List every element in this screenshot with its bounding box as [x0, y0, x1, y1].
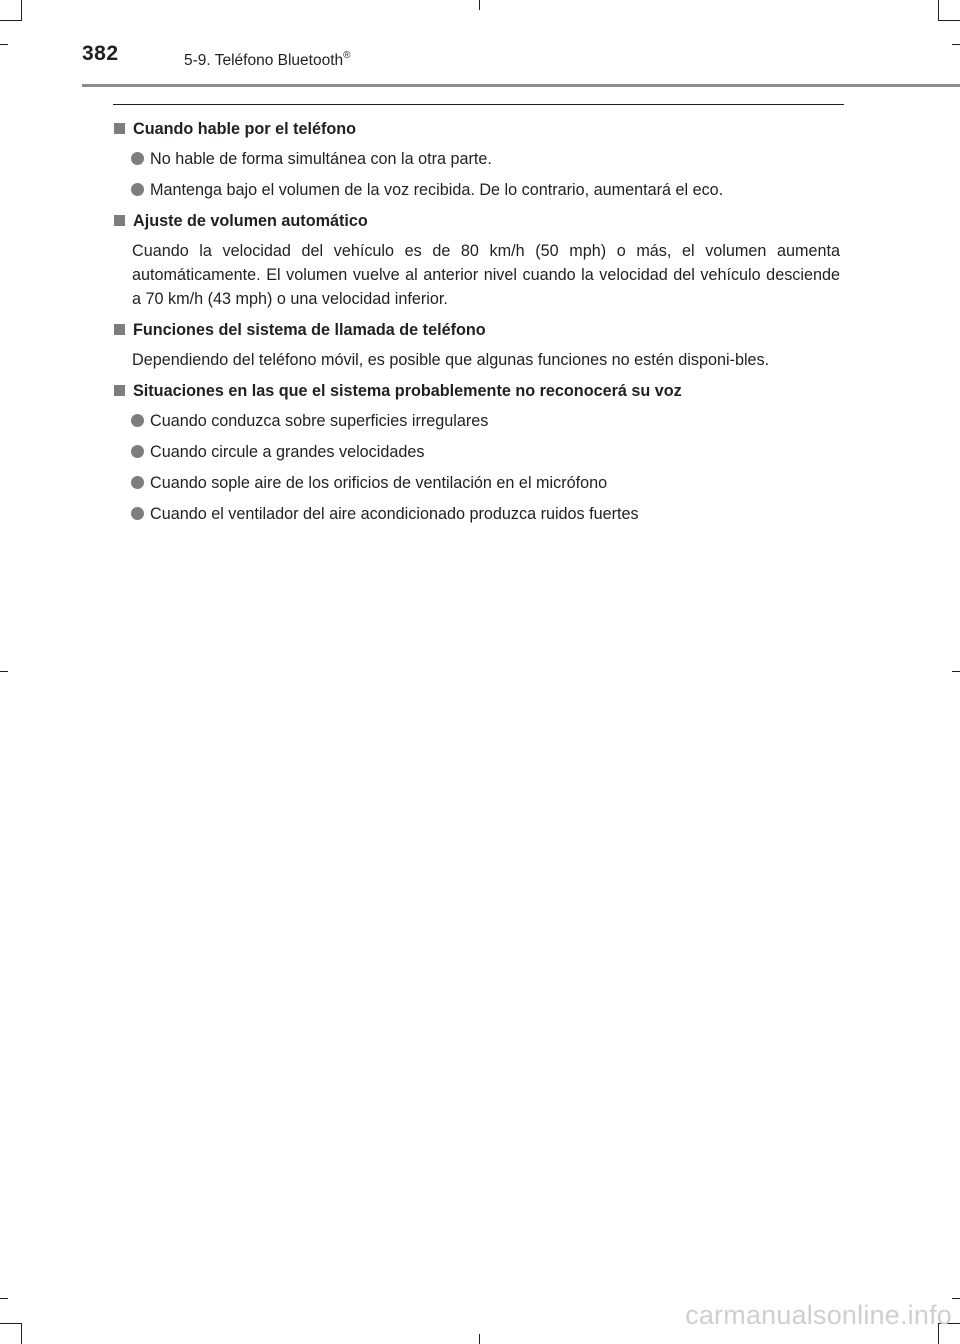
crop-mark — [938, 20, 960, 21]
section-title-text: 5-9. Teléfono Bluetooth — [184, 52, 344, 70]
list-item-text: Mantenga bajo el volumen de la voz recibida. De lo contrario, aumentará el eco. — [150, 181, 724, 199]
list-item-text: No hable de forma simultánea con la otra parte. — [150, 150, 492, 168]
circle-bullet-icon — [131, 183, 144, 196]
list-item — [131, 178, 840, 202]
page-number: 382 — [82, 42, 119, 65]
list-item — [131, 440, 840, 464]
list-item-text: Cuando el ventilador del aire acondicionado produzca ruidos fuertes — [150, 505, 639, 523]
section-heading — [113, 379, 840, 403]
section-heading — [113, 209, 840, 233]
heading-text: Ajuste de volumen automático — [133, 212, 368, 230]
list-item — [131, 147, 840, 171]
crop-mark — [21, 0, 22, 21]
crop-mark — [0, 671, 8, 672]
list-item — [131, 409, 840, 433]
crop-mark — [21, 1323, 22, 1344]
list-item-text: Cuando circule a grandes velocidades — [150, 443, 425, 461]
circle-bullet-icon — [131, 445, 144, 458]
heading-text: Situaciones en las que el sistema probablemente no reconocerá su voz — [133, 382, 682, 400]
crop-mark — [479, 0, 480, 10]
square-bullet-icon — [114, 215, 125, 226]
paragraph: Cuando la velocidad del vehículo es de 80 km/h (50 mph) o más, el volumen aumenta automáticamente. El volumen vuelve al anterior nivel cuando la velocidad del vehículo desciende a 70 km/h (43 mph) o una velocidad inferior. — [132, 242, 840, 308]
crop-mark — [0, 1298, 8, 1299]
heading-text: Cuando hable por el teléfono — [133, 120, 357, 138]
section-heading — [113, 117, 840, 141]
crop-mark — [479, 1334, 480, 1344]
page-content — [113, 117, 840, 533]
list-item — [131, 502, 840, 526]
crop-mark — [0, 1323, 22, 1324]
crop-mark — [952, 44, 960, 45]
list-item-text: Cuando conduzca sobre superficies irregulares — [150, 412, 489, 430]
square-bullet-icon — [114, 123, 125, 134]
heading-text: Funciones del sistema de llamada de teléfono — [133, 321, 486, 339]
square-bullet-icon — [114, 324, 125, 335]
paragraph: Dependiendo del teléfono móvil, es posible que algunas funciones no estén disponi-bles. — [132, 351, 770, 369]
crop-mark — [952, 671, 960, 672]
square-bullet-icon — [114, 385, 125, 396]
list-item-text: Cuando sople aire de los orificios de ventilación en el micrófono — [150, 474, 608, 492]
list-item — [131, 471, 840, 495]
registered-mark: ® — [343, 50, 351, 61]
watermark: carmanualsonline.info — [685, 1300, 952, 1330]
section-title — [184, 51, 351, 70]
crop-mark — [938, 0, 939, 21]
circle-bullet-icon — [131, 476, 144, 489]
crop-mark — [0, 20, 22, 21]
circle-bullet-icon — [131, 507, 144, 520]
circle-bullet-icon — [131, 152, 144, 165]
circle-bullet-icon — [131, 414, 144, 427]
header-rule — [82, 84, 960, 87]
crop-mark — [0, 44, 8, 45]
section-heading — [113, 318, 840, 342]
content-rule — [113, 104, 844, 105]
crop-mark — [952, 1298, 960, 1299]
